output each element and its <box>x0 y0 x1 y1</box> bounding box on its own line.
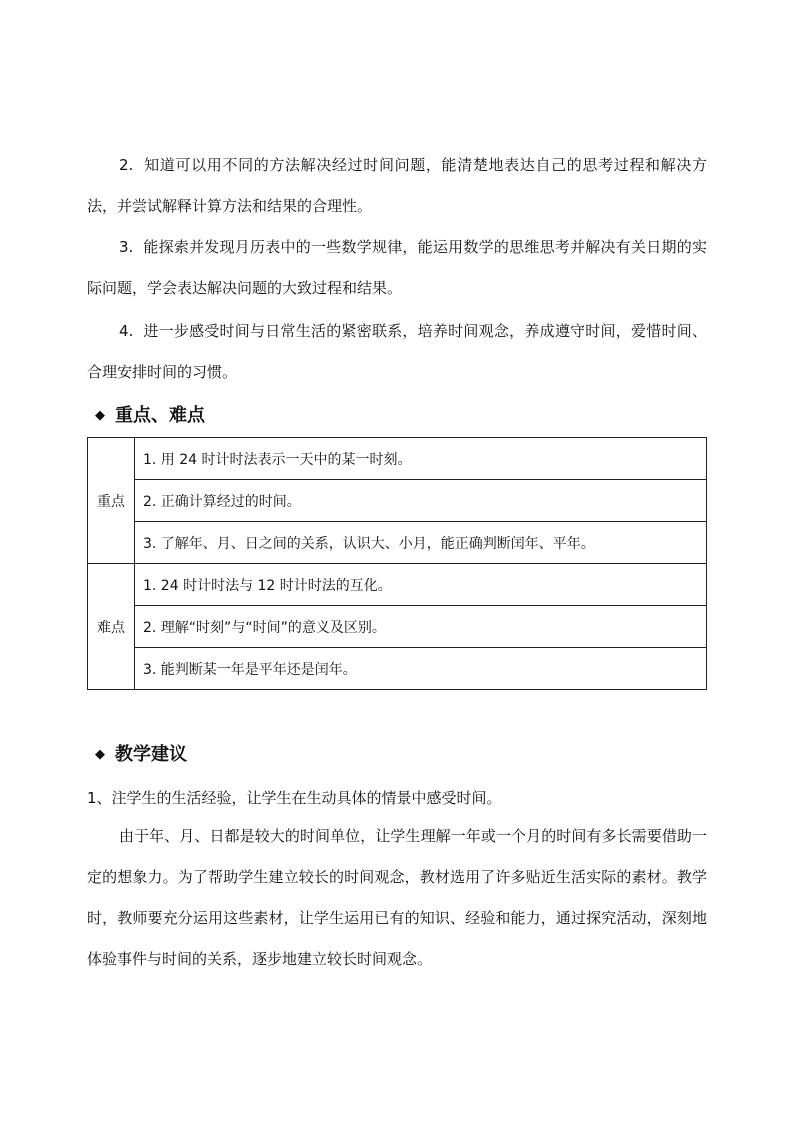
objective-2 <box>87 145 707 227</box>
teaching-heading <box>95 743 187 769</box>
objective-4-number: 4. <box>119 322 134 340</box>
objective-3-text: 能探索并发现月历表中的一些数学规律，能运用数学的思维思考并解决有关日期的实际问题，学会表达解决问题的大致过程和结果。 <box>87 238 707 297</box>
objective-2-text: 知道可以用不同的方法解决经过时间问题，能清楚地表达自己的思考过程和解决方法，并尝试解释计算方法和结果的合理性。 <box>87 156 707 215</box>
key-points-title: 重点、难点 <box>115 405 205 426</box>
objective-4 <box>87 311 707 393</box>
key-points-table <box>87 437 707 690</box>
diamond-bullet-icon: ◆ <box>95 747 105 762</box>
focus-item-3: 3. 了解年、月、日之间的关系，认识大、小月，能正确判断闰年、平年。 <box>135 522 707 564</box>
difficulty-item-2: 2. 理解“时刻”与“时间”的意义及区别。 <box>135 606 707 648</box>
teaching-title: 教学建议 <box>115 744 187 765</box>
objective-3 <box>87 227 707 309</box>
focus-item-2: 2. 正确计算经过的时间。 <box>135 480 707 522</box>
difficulty-item-3: 3. 能判断某一年是平年还是闰年。 <box>135 648 707 690</box>
focus-label: 重点 <box>88 438 135 564</box>
table-row <box>88 606 707 648</box>
table-row <box>88 648 707 690</box>
objective-4-text: 进一步感受时间与日常生活的紧密联系，培养时间观念，养成遵守时间，爱惜时间、合理安排时间的习惯。 <box>87 322 707 381</box>
key-points-heading <box>95 404 205 430</box>
table-row <box>88 480 707 522</box>
objective-3-number: 3. <box>119 238 134 256</box>
suggestion-1-title: 1、注学生的生活经验，让学生在生动具体的情景中感受时间。 <box>87 789 502 807</box>
suggestion-1-body: 由于年、月、日都是较大的时间单位，让学生理解一年或一个月的时间有多长需要借助一定的想象力。为了帮助学生建立较长的时间观念，教材选用了许多贴近生活实际的素材。教学时，教师要充分运用这些素材，让学生运用已有的知识、经验和能力，通过探究活动，深刻地体验事件与时间的关系，逐步地建立较长时间观念。 <box>87 827 707 968</box>
table-row <box>88 522 707 564</box>
table-row <box>88 564 707 606</box>
objective-2-number: 2. <box>119 156 134 174</box>
diamond-bullet-icon: ◆ <box>95 408 105 423</box>
difficulty-label: 难点 <box>88 564 135 690</box>
focus-item-1: 1. 用 24 时计时法表示一天中的某一时刻。 <box>135 438 707 480</box>
table-row <box>88 438 707 480</box>
difficulty-item-1: 1. 24 时计时法与 12 时计时法的互化。 <box>135 564 707 606</box>
